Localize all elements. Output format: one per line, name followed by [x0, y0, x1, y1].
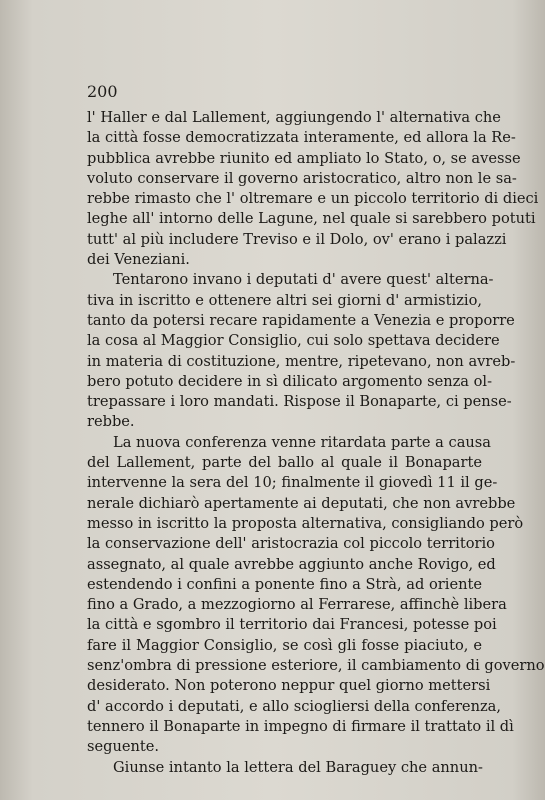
text-line: tiva in iscritto e ottenere altri sei giorni d' armistizio,: [87, 291, 482, 309]
text-line: tutt' al più includere Treviso e il Dolo, ov' erano i palazzi: [87, 230, 507, 248]
text-line: Tentarono invano i deputati d' avere quest' alterna-: [113, 271, 494, 289]
text-line: trepassare i loro mandati. Rispose il Bonaparte, ci pense-: [87, 393, 512, 411]
text-line: rebbe rimasto che l' oltremare e un piccolo territorio di dieci: [87, 190, 539, 208]
text-line: assegnato, al quale avrebbe aggiunto anche Rovigo, ed: [87, 555, 496, 573]
text-line: del Lallement, parte del ballo al quale il Bonaparte: [87, 454, 482, 472]
text-line: la cosa al Maggior Consiglio, cui solo spettava decidere: [87, 332, 500, 350]
text-line: Giunse intanto la lettera del Baraguey che annun-: [113, 758, 483, 776]
text-line: leghe all' intorno delle Lagune, nel quale si sarebbero potuti: [87, 210, 536, 228]
text-line: intervenne la sera del 10; finalmente il giovedì 11 il ge-: [87, 474, 498, 492]
text-line: nerale dichiarò apertamente ai deputati, che non avrebbe: [87, 494, 516, 512]
text-line: pubblica avrebbe riunito ed ampliato lo Stato, o, se avesse: [87, 149, 521, 167]
text-line: voluto conservare il governo aristocratico, altro non le sa-: [87, 169, 517, 187]
text-line: messo in iscritto la proposta alternativa, consigliando però: [87, 514, 524, 532]
text-line: rebbe.: [87, 413, 135, 431]
page-number: 200: [87, 82, 118, 101]
text-line: la conservazione dell' aristocrazia col piccolo territorio: [87, 535, 495, 553]
text-line: senz'ombra di pressione esteriore, il cambiamento di governo: [87, 657, 545, 675]
text-line: in materia di costituzione, mentre, ripetevano, non avreb-: [87, 352, 516, 370]
text-line: d' accordo i deputati, e allo sciogliersi della conferenza,: [87, 697, 501, 715]
text-line: tanto da potersi recare rapidamente a Venezia e proporre: [87, 311, 515, 329]
text-line: fino a Grado, a mezzogiorno al Ferrarese, affinchè libera: [87, 596, 507, 614]
text-line: fare il Maggior Consiglio, se così gli fosse piaciuto, e: [87, 636, 482, 654]
text-line: seguente.: [87, 738, 160, 756]
text-line: estendendo i confini a ponente fino a Strà, ad oriente: [87, 575, 482, 593]
text-line: l' Haller e dal Lallement, aggiungendo l' alternativa che: [87, 109, 501, 126]
text-line: la città fosse democratizzata interamente, ed allora la Re-: [87, 129, 516, 147]
text-line: La nuova conferenza venne ritardata parte a causa: [113, 433, 491, 451]
text-line: desiderato. Non poterono neppur quel giorno mettersi: [87, 677, 491, 695]
text-line: bero potuto decidere in sì dilicato argomento senza ol-: [87, 372, 493, 390]
text-line: dei Veneziani.: [87, 251, 190, 269]
body-text: [87, 108, 545, 778]
text-line: la città e sgombro il territorio dai Francesi, potesse poi: [87, 616, 497, 634]
text-line: tennero il Bonaparte in impegno di firmare il trattato il dì: [87, 717, 514, 735]
